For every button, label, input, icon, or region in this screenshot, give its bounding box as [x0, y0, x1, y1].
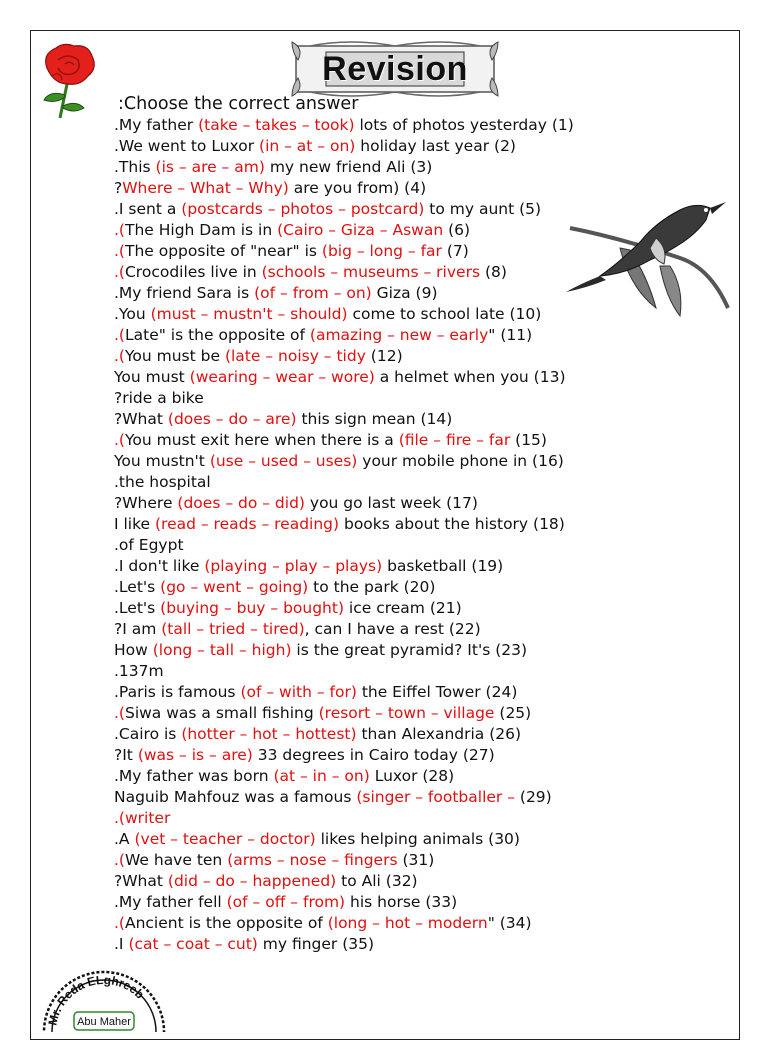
question-line: [114, 577, 674, 598]
question-text: You must be: [124, 347, 225, 365]
question-text: 33 degrees in Cairo today (27): [252, 746, 495, 764]
question-text: .My father: [114, 116, 199, 134]
question-line: [114, 115, 674, 136]
answer-options: (was – is – are): [137, 746, 253, 764]
answer-options: (use – used – uses): [209, 452, 358, 470]
question-text: .I sent a: [114, 200, 182, 218]
question-line: [114, 388, 674, 409]
question-text: Siwa was a small fishing: [124, 704, 319, 722]
page-title: Revision: [322, 49, 468, 88]
question-text: .Cairo is: [114, 725, 182, 743]
question-text: .You: [114, 305, 151, 323]
answer-options: (wearing – wear – wore): [189, 368, 375, 386]
question-line: [114, 367, 674, 388]
question-line: [114, 514, 674, 535]
question-text: The opposite of "near" is: [124, 242, 322, 260]
question-text: to my aunt (5): [424, 200, 542, 218]
answer-options: (does – do – did): [177, 494, 305, 512]
question-text: lots of photos yesterday (1): [354, 116, 574, 134]
question-text: , can I have a rest (22): [304, 620, 481, 638]
question-text: Ancient is the opposite of: [124, 914, 328, 932]
answer-options: .(: [114, 431, 125, 449]
answer-options: .(: [114, 263, 125, 281]
question-text: .the hospital: [114, 473, 211, 491]
question-text: the Eiffel Tower (24): [356, 683, 518, 701]
question-text: " (34): [487, 914, 532, 932]
question-text: .This: [114, 158, 156, 176]
instruction-text: :Choose the correct answer: [118, 94, 359, 114]
question-text: likes helping animals (30): [315, 830, 520, 848]
question-line: [114, 220, 674, 241]
question-line: [114, 619, 674, 640]
question-text: .A: [114, 830, 135, 848]
answer-options: (Cairo – Giza – Aswan: [277, 221, 444, 239]
question-text: ?It: [114, 746, 138, 764]
question-text: is the great pyramid? It's (23): [291, 641, 528, 659]
answer-options: (of – from – on): [254, 284, 372, 302]
question-line: [114, 934, 674, 955]
answer-options: (tall – tried – tired): [161, 620, 305, 638]
question-line: [114, 136, 674, 157]
question-text: .My friend Sara is: [114, 284, 255, 302]
svg-text:Abu Maher: Abu Maher: [77, 1016, 131, 1028]
question-line: [114, 640, 674, 661]
question-text: to Ali (32): [336, 872, 418, 890]
question-text: .Let's: [114, 578, 161, 596]
rose-icon: [38, 40, 100, 120]
question-text: (6): [443, 221, 471, 239]
question-text: ?ride a bike: [114, 389, 204, 407]
question-line: [114, 409, 674, 430]
answer-options: Where – What – Why): [122, 179, 289, 197]
question-line: [114, 829, 674, 850]
question-line: [114, 262, 674, 283]
answer-options: (long – hot – modern: [327, 914, 488, 932]
answer-options: (singer – footballer –: [356, 788, 515, 806]
question-line: [114, 493, 674, 514]
answer-options: .(: [114, 347, 125, 365]
question-text: .We went to Luxor: [114, 137, 260, 155]
question-text: You must: [114, 368, 190, 386]
answer-options: (amazing – new – early: [309, 326, 489, 344]
answer-options: (late – noisy – tidy: [224, 347, 366, 365]
question-line: [114, 724, 674, 745]
answer-options: .(: [114, 704, 125, 722]
question-text: (25): [494, 704, 532, 722]
answer-options: (did – do – happened): [167, 872, 337, 890]
question-line: [114, 787, 674, 808]
question-line: [114, 346, 674, 367]
question-text: (7): [441, 242, 469, 260]
question-text: Late" is the opposite of: [124, 326, 310, 344]
question-text: ?What: [114, 872, 168, 890]
question-text: .I: [114, 935, 129, 953]
answer-options: (postcards – photos – postcard): [181, 200, 425, 218]
question-line: [114, 430, 674, 451]
question-text: my new friend Ali (3): [264, 158, 433, 176]
question-text: .of Egypt: [114, 536, 184, 554]
question-text: this sign mean (14): [296, 410, 453, 428]
question-line: [114, 703, 674, 724]
answer-options: .(: [114, 221, 125, 239]
question-text: We have ten: [124, 851, 228, 869]
question-text: books about the history (18): [339, 515, 565, 533]
question-line: [114, 871, 674, 892]
question-text: I like: [114, 515, 155, 533]
question-text: come to school late (10): [347, 305, 542, 323]
question-text: .My father was born: [114, 767, 274, 785]
question-line: [114, 766, 674, 787]
question-text: .137m: [114, 662, 164, 680]
answer-options: .(: [114, 914, 125, 932]
question-line: [114, 850, 674, 871]
answer-options: .(: [114, 242, 125, 260]
question-text: ?What: [114, 410, 168, 428]
question-text: (8): [480, 263, 507, 281]
question-line: [114, 451, 674, 472]
question-text: are you from) (4): [288, 179, 427, 197]
question-text: his horse (33): [345, 893, 458, 911]
answer-options: (is – are – am): [155, 158, 265, 176]
answer-options: (resort – town – village: [318, 704, 495, 722]
question-text: ?I am: [114, 620, 162, 638]
question-text: holiday last year (2): [355, 137, 516, 155]
question-line: [114, 325, 674, 346]
answer-options: (in – at – on): [259, 137, 356, 155]
question-text: ?: [114, 179, 123, 197]
answer-options: (playing – play – plays): [204, 557, 383, 575]
question-line: [114, 178, 674, 199]
question-text: .I don't like: [114, 557, 205, 575]
question-text: Luxor (28): [369, 767, 455, 785]
question-text: than Alexandria (26): [356, 725, 522, 743]
answer-options: .(: [114, 851, 125, 869]
question-text: Crocodiles live in: [124, 263, 262, 281]
question-text: You must exit here when there is a: [124, 431, 399, 449]
question-text: (29): [514, 788, 552, 806]
question-text: ice cream (21): [344, 599, 462, 617]
question-line: [114, 913, 674, 934]
answer-options: (go – went – going): [160, 578, 309, 596]
question-text: you go last week (17): [304, 494, 478, 512]
question-text: You mustn't: [114, 452, 210, 470]
answer-options: (must – mustn't – should): [150, 305, 348, 323]
answer-options: (of – with – for): [240, 683, 357, 701]
answer-options: (long – tall – high): [152, 641, 292, 659]
question-line: [114, 535, 674, 556]
teacher-stamp: [34, 962, 174, 1032]
question-text: (31): [397, 851, 435, 869]
question-text: your mobile phone in (16): [357, 452, 564, 470]
question-text: (12): [365, 347, 403, 365]
answer-options: (vet – teacher – doctor): [134, 830, 316, 848]
question-line: [114, 892, 674, 913]
question-text: How: [114, 641, 153, 659]
question-text: Naguib Mahfouz was a famous: [114, 788, 357, 806]
question-line: [114, 157, 674, 178]
question-text: ?Where: [114, 494, 178, 512]
question-list: [114, 115, 674, 955]
question-text: " (11): [488, 326, 533, 344]
answer-options: (arms – nose – fingers: [227, 851, 398, 869]
answer-options: (big – long – far: [321, 242, 442, 260]
question-line: [114, 682, 674, 703]
question-text: .Let's: [114, 599, 161, 617]
question-line: [114, 472, 674, 493]
question-text: a helmet when you (13): [374, 368, 566, 386]
answer-options: (file – fire – far: [398, 431, 511, 449]
answer-options: (does – do – are): [167, 410, 297, 428]
question-text: The High Dam is in: [124, 221, 278, 239]
question-line: [114, 304, 674, 325]
question-line: [114, 199, 674, 220]
question-text: .My father fell: [114, 893, 227, 911]
question-line: [114, 283, 674, 304]
title-banner: [290, 38, 500, 100]
question-line: [114, 556, 674, 577]
answer-options: (of – off – from): [226, 893, 346, 911]
question-line: [114, 745, 674, 766]
question-line: [114, 808, 674, 829]
answer-options: (read – reads – reading): [155, 515, 340, 533]
question-text: Giza (9): [371, 284, 438, 302]
answer-options: (at – in – on): [273, 767, 370, 785]
question-text: my finger (35): [257, 935, 375, 953]
answer-options: .(: [114, 326, 125, 344]
svg-text:Mr. Reda ELghreeb: Mr. Reda ELghreeb: [45, 972, 147, 1027]
question-text: (15): [510, 431, 547, 449]
question-line: [114, 598, 674, 619]
question-line: [114, 661, 674, 682]
answer-options: (take – takes – took): [198, 116, 355, 134]
answer-options: (buying – buy – bought): [160, 599, 344, 617]
question-text: basketball (19): [382, 557, 504, 575]
question-text: .Paris is famous: [114, 683, 241, 701]
answer-options: (hotter – hot – hottest): [181, 725, 357, 743]
question-line: [114, 241, 674, 262]
question-text: to the park (20): [308, 578, 436, 596]
answer-options: (schools – museums – rivers: [261, 263, 481, 281]
answer-options: (cat – coat – cut): [128, 935, 258, 953]
answer-options: .(writer: [114, 809, 171, 827]
